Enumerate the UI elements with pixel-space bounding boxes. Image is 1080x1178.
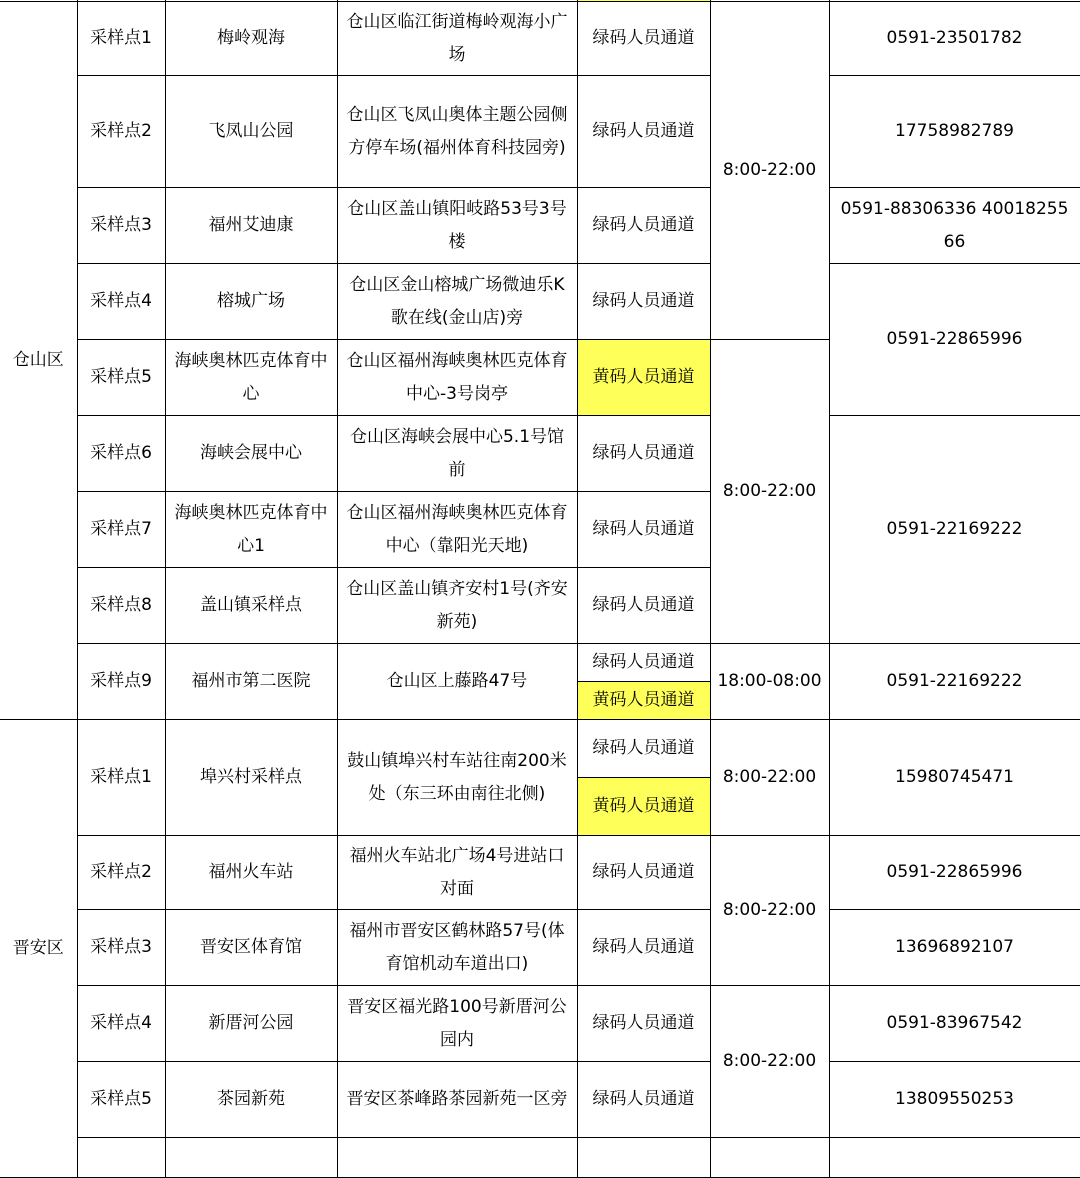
site-name: 海峡会展中心: [165, 416, 337, 492]
lane: 绿码人员通道: [577, 836, 710, 910]
site-no: 采样点3: [77, 188, 165, 264]
lane: 绿码人员通道: [577, 264, 710, 340]
open-hours: 8:00-22:00: [710, 836, 829, 986]
site-name: 海峡奥林匹克体育中心1: [165, 492, 337, 568]
site-address: 仓山区海峡会展中心5.1号馆前: [337, 416, 577, 492]
site-no: 采样点5: [77, 340, 165, 416]
site-no: 采样点2: [77, 836, 165, 910]
site-no: 采样点7: [77, 492, 165, 568]
phone: 0591-22865996: [829, 264, 1080, 416]
table-row: [0, 416, 1080, 492]
lane: 绿码人员通道: [577, 568, 710, 644]
lane: 绿码人员通道: [577, 986, 710, 1062]
district-cell: 仓山区: [0, 2, 77, 720]
phone: 0591-23501782: [829, 2, 1080, 76]
site-no: 采样点1: [77, 2, 165, 76]
lane: 黄码人员通道: [577, 340, 710, 416]
site-no: 采样点9: [77, 644, 165, 720]
phone: 13696892107: [829, 910, 1080, 986]
lane: 绿码人员通道: [577, 416, 710, 492]
lane: 绿码人员通道: [577, 1062, 710, 1138]
table-row: [0, 188, 1080, 264]
site-name: 埠兴村采样点: [165, 720, 337, 836]
lane: 黄码人员通道: [577, 682, 710, 720]
table-row: [0, 1138, 1080, 1178]
lane: 绿码人员通道: [577, 76, 710, 188]
lane: 绿码人员通道: [577, 910, 710, 986]
site-name: 晋安区体育馆: [165, 910, 337, 986]
site-no: 采样点8: [77, 568, 165, 644]
lane: 黄码人员通道: [577, 778, 710, 836]
lane: 绿码人员通道: [577, 2, 710, 76]
lane: 绿码人员通道: [577, 492, 710, 568]
site-no: 采样点1: [77, 720, 165, 836]
phone: 15980745471: [829, 720, 1080, 836]
site-address: 福州火车站北广场4号进站口对面: [337, 836, 577, 910]
phone: 17758982789: [829, 76, 1080, 188]
site-name: 飞凤山公园: [165, 76, 337, 188]
phone: 0591-22865996: [829, 836, 1080, 910]
site-name: 福州艾迪康: [165, 188, 337, 264]
site-no: 采样点5: [77, 1062, 165, 1138]
phone: 0591-83967542: [829, 986, 1080, 1062]
table-row: [0, 986, 1080, 1062]
site-address: 仓山区盖山镇齐安村1号(齐安新苑): [337, 568, 577, 644]
site-name: 盖山镇采样点: [165, 568, 337, 644]
site-name: 新厝河公园: [165, 986, 337, 1062]
table-row: [0, 720, 1080, 778]
site-name: 茶园新苑: [165, 1062, 337, 1138]
site-name: 福州市第二医院: [165, 644, 337, 720]
table-row: [0, 836, 1080, 910]
phone: 0591-88306336 4001825566: [829, 188, 1080, 264]
open-hours: 8:00-22:00: [710, 986, 829, 1138]
site-address: 仓山区临江街道梅岭观海小广场: [337, 2, 577, 76]
site-name: 梅岭观海: [165, 2, 337, 76]
site-no: 采样点4: [77, 986, 165, 1062]
lane: 绿码人员通道: [577, 720, 710, 778]
phone: 0591-22169222: [829, 416, 1080, 644]
site-no: 采样点3: [77, 910, 165, 986]
table-row: [0, 264, 1080, 340]
site-address: 福州市晋安区鹤林路57号(体育馆机动车道出口): [337, 910, 577, 986]
site-address: 仓山区金山榕城广场微迪乐K歌在线(金山店)旁: [337, 264, 577, 340]
table-row: [0, 76, 1080, 188]
phone: 0591-22169222: [829, 644, 1080, 720]
open-hours: 18:00-08:00: [710, 644, 829, 720]
table-row: [0, 910, 1080, 986]
site-name: 海峡奥林匹克体育中心: [165, 340, 337, 416]
lane: 绿码人员通道: [577, 644, 710, 682]
table-row: [0, 644, 1080, 682]
district-cell: 晋安区: [0, 720, 77, 1178]
open-hours: 8:00-22:00: [710, 720, 829, 836]
site-name: 福州火车站: [165, 836, 337, 910]
site-address: 晋安区福光路100号新厝河公园内: [337, 986, 577, 1062]
site-address: 仓山区盖山镇阳岐路53号3号楼: [337, 188, 577, 264]
open-hours: 8:00-22:00: [710, 2, 829, 340]
table-row: [0, 2, 1080, 76]
site-no: 采样点4: [77, 264, 165, 340]
phone: 13809550253: [829, 1062, 1080, 1138]
site-address: 仓山区飞凤山奥体主题公园侧方停车场(福州体育科技园旁): [337, 76, 577, 188]
site-address: 鼓山镇埠兴村车站往南200米处（东三环由南往北侧): [337, 720, 577, 836]
table-row: [0, 1062, 1080, 1138]
site-no: 采样点2: [77, 76, 165, 188]
site-address: 仓山区福州海峡奥林匹克体育中心-3号岗亭: [337, 340, 577, 416]
site-address: 晋安区茶峰路茶园新苑一区旁: [337, 1062, 577, 1138]
lane: 绿码人员通道: [577, 188, 710, 264]
open-hours: 8:00-22:00: [710, 340, 829, 644]
site-address: 仓山区上藤路47号: [337, 644, 577, 720]
site-no: 采样点6: [77, 416, 165, 492]
site-address: 仓山区福州海峡奥林匹克体育中心（靠阳光天地): [337, 492, 577, 568]
site-name: 榕城广场: [165, 264, 337, 340]
